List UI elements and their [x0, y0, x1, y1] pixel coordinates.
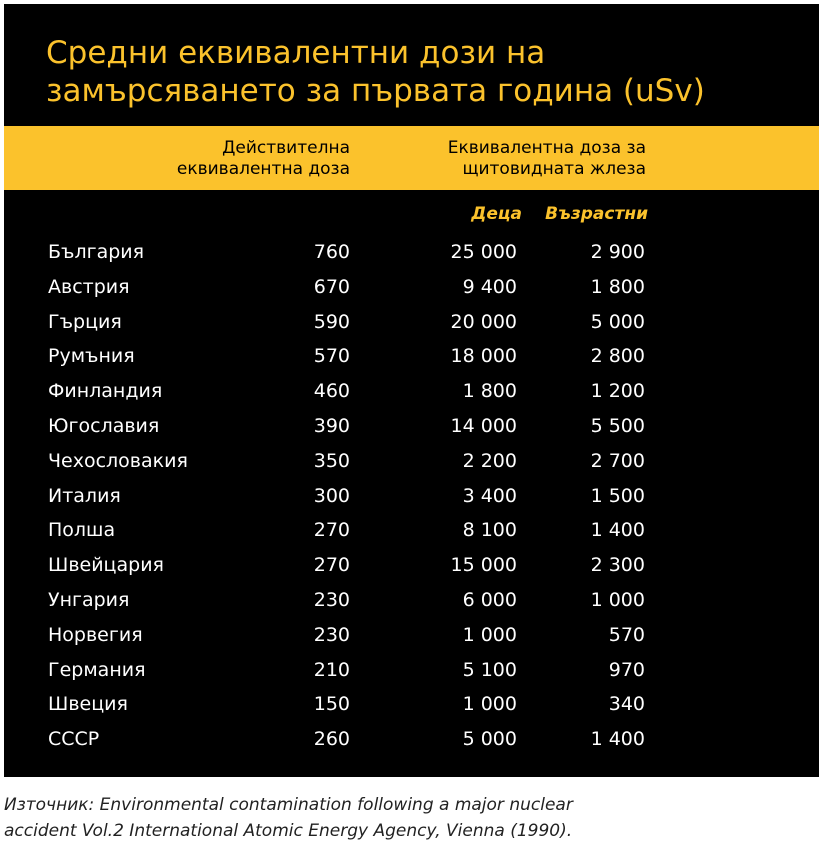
- cell-children-dose: 1 000: [462, 623, 517, 646]
- cell-children-dose: 1 000: [462, 693, 517, 716]
- cell-children-dose: 8 100: [462, 519, 517, 542]
- cell-adults-dose: 5 500: [590, 414, 645, 437]
- column-header-band: [4, 126, 819, 190]
- cell-children-dose: 6 000: [462, 588, 517, 611]
- cell-effective-dose: 270: [313, 519, 350, 542]
- table-row: [4, 655, 819, 690]
- table-row: [4, 689, 819, 724]
- source-note: [4, 792, 804, 844]
- cell-children-dose: 5 100: [462, 658, 517, 681]
- header-thyroid-line-2: щитовидната жлеза: [462, 159, 646, 179]
- cell-country: България: [48, 241, 145, 263]
- cell-country: Австрия: [48, 275, 130, 298]
- cell-children-dose: 9 400: [462, 275, 517, 298]
- cell-children-dose: 14 000: [450, 414, 517, 437]
- cell-effective-dose: 300: [313, 484, 350, 507]
- cell-country: Германия: [48, 658, 146, 681]
- cell-children-dose: 20 000: [450, 310, 517, 333]
- cell-children-dose: 2 200: [462, 449, 517, 472]
- cell-country: Полша: [48, 519, 116, 542]
- cell-adults-dose: 2 800: [590, 345, 645, 368]
- cell-adults-dose: 2 700: [590, 449, 645, 472]
- cell-effective-dose: 150: [313, 693, 350, 716]
- title-line-1: Средни еквивалентни дози на: [46, 35, 546, 71]
- cell-effective-dose: 270: [313, 554, 350, 577]
- cell-effective-dose: 260: [313, 728, 350, 751]
- chart-title: [46, 34, 786, 110]
- header-effective-line-2: еквивалентна доза: [176, 159, 350, 179]
- subheader-adults: Възрастни: [545, 204, 648, 224]
- cell-country: Югославия: [48, 414, 160, 437]
- table-row: [4, 341, 819, 376]
- cell-adults-dose: 2 300: [590, 554, 645, 577]
- cell-adults-dose: 340: [608, 693, 645, 716]
- cell-effective-dose: 230: [313, 588, 350, 611]
- header-thyroid-dose: [404, 138, 646, 180]
- table-row: [4, 550, 819, 585]
- source-line-2: accident Vol.2 International Atomic Energy Agency, Vienna (1990).: [4, 821, 573, 841]
- table-row: [4, 515, 819, 550]
- cell-effective-dose: 570: [313, 345, 350, 368]
- cell-effective-dose: 350: [313, 449, 350, 472]
- cell-children-dose: 5 000: [462, 728, 517, 751]
- cell-adults-dose: 1 400: [590, 519, 645, 542]
- source-line-1: Източник: Environmental contamination following a major nuclear: [4, 795, 573, 815]
- cell-country: Гърция: [48, 310, 122, 333]
- title-line-2: замърсяването за първата година (uSv): [46, 73, 705, 109]
- cell-effective-dose: 230: [313, 623, 350, 646]
- cell-children-dose: 3 400: [462, 484, 517, 507]
- cell-adults-dose: 1 400: [590, 728, 645, 751]
- cell-children-dose: 15 000: [450, 554, 517, 577]
- cell-country: Унгария: [48, 588, 130, 611]
- cell-adults-dose: 5 000: [590, 310, 645, 333]
- cell-country: Финландия: [48, 380, 163, 403]
- table-body: [4, 237, 819, 759]
- header-thyroid-line-1: Еквивалентна доза за: [447, 138, 646, 158]
- table-row: [4, 411, 819, 446]
- cell-adults-dose: 570: [608, 623, 645, 646]
- cell-children-dose: 1 800: [462, 380, 517, 403]
- cell-country: СССР: [48, 728, 100, 751]
- cell-effective-dose: 760: [313, 241, 350, 263]
- table-row: [4, 376, 819, 411]
- cell-country: Румъния: [48, 345, 135, 368]
- header-effective-dose: [124, 138, 350, 180]
- table-row: [4, 620, 819, 655]
- cell-effective-dose: 390: [313, 414, 350, 437]
- cell-country: Норвегия: [48, 623, 143, 646]
- table-panel: [4, 4, 819, 777]
- table-row: [4, 585, 819, 620]
- cell-effective-dose: 460: [313, 380, 350, 403]
- cell-children-dose: 18 000: [450, 345, 517, 368]
- cell-country: Чехословакия: [48, 449, 188, 472]
- cell-adults-dose: 1 500: [590, 484, 645, 507]
- header-effective-line-1: Действителна: [222, 138, 350, 158]
- cell-children-dose: 25 000: [450, 241, 517, 263]
- cell-adults-dose: 1 800: [590, 275, 645, 298]
- subheader-children: Деца: [471, 204, 522, 224]
- cell-country: Швеция: [48, 693, 128, 716]
- cell-adults-dose: 2 900: [590, 241, 645, 263]
- table-row: [4, 481, 819, 516]
- cell-adults-dose: 970: [608, 658, 645, 681]
- table-row: [4, 446, 819, 481]
- cell-effective-dose: 670: [313, 275, 350, 298]
- table-row: [4, 724, 819, 759]
- cell-adults-dose: 1 200: [590, 380, 645, 403]
- cell-country: Швейцария: [48, 554, 164, 577]
- table-row: [4, 272, 819, 307]
- cell-country: Италия: [48, 484, 121, 507]
- cell-adults-dose: 1 000: [590, 588, 645, 611]
- cell-effective-dose: 590: [313, 310, 350, 333]
- cell-effective-dose: 210: [313, 658, 350, 681]
- table-row: [4, 237, 819, 272]
- table-row: [4, 307, 819, 342]
